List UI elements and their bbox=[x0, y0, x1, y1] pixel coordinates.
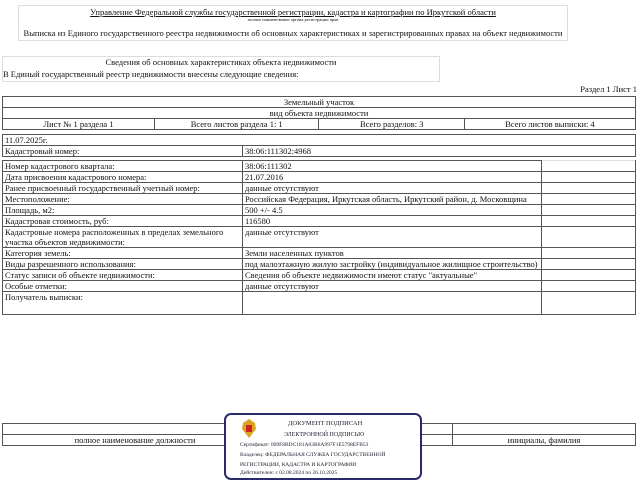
row-value: данные отсутствуют bbox=[243, 183, 542, 194]
stamp-certificate: Сертификат: 009F8BDC181A03B6A997F1E5798EFB53 bbox=[240, 442, 369, 448]
table-row bbox=[3, 205, 636, 216]
position-caption: полное наименование должности bbox=[3, 435, 268, 446]
row-label: Площадь, м2: bbox=[3, 205, 243, 216]
row-value: 500 +/- 4.5 bbox=[243, 205, 542, 216]
section-title: Сведения об основных характеристиках объекта недвижимости bbox=[105, 57, 337, 67]
sheet-number: Лист № 1 раздела 1 bbox=[3, 119, 155, 130]
name-caption: инициалы, фамилия bbox=[453, 435, 636, 446]
document-title: Выписка из Единого государственного реестра недвижимости об основных характеристиках и зарегистрированных правах на объект недвижимости bbox=[23, 28, 563, 38]
sections-total: Всего разделов: 3 bbox=[319, 119, 465, 130]
stamp-validity: Действителен: с 02.08.2024 по 26.10.2025 bbox=[240, 470, 338, 476]
table-row bbox=[3, 227, 636, 248]
section-intro: В Единый государственный реестр недвижимости внесены следующие сведения: bbox=[3, 69, 299, 79]
table-row bbox=[3, 270, 636, 281]
authority-caption: полное наименование органа регистрации прав bbox=[247, 17, 339, 22]
stamp-owner-cont: РЕГИСТРАЦИИ, КАДАСТРА И КАРТОГРАФИИ bbox=[240, 462, 357, 468]
row-value: Земли населенных пунктов bbox=[243, 248, 542, 259]
row-label: Категория земель: bbox=[3, 248, 243, 259]
page-reference: Раздел 1 Лист 1 bbox=[580, 84, 637, 94]
extract-sheets-total: Всего листов выписки: 4 bbox=[465, 119, 636, 130]
row-label: Местоположение: bbox=[3, 194, 243, 205]
table-row bbox=[3, 281, 636, 292]
object-type-caption: вид объекта недвижимости bbox=[3, 108, 636, 119]
row-value bbox=[243, 292, 542, 315]
row-label: Кадастровые номера расположенных в пределах земельного участка объектов недвижимости: bbox=[3, 227, 243, 248]
document-header bbox=[18, 5, 568, 41]
cadastral-number-value: 38:06:111302:4968 bbox=[243, 146, 636, 157]
electronic-signature-stamp bbox=[224, 413, 422, 480]
object-type-table bbox=[2, 96, 636, 119]
row-value: Сведения об объекте недвижимости имеют статус "актуальные" bbox=[243, 270, 542, 281]
characteristics-table bbox=[2, 160, 636, 315]
table-row bbox=[3, 183, 636, 194]
row-value: Российская Федерация, Иркутская область, Иркутский район, д. Московщина bbox=[243, 194, 542, 205]
sheets-table bbox=[2, 118, 636, 130]
stamp-owner: Владелец: ФЕДЕРАЛЬНАЯ СЛУЖБА ГОСУДАРСТВЕННОЙ bbox=[240, 452, 386, 458]
row-value: 38:06:111302 bbox=[243, 161, 542, 172]
cadastral-number-label: Кадастровый номер: bbox=[3, 146, 243, 157]
table-row bbox=[3, 259, 636, 270]
table-row bbox=[3, 292, 636, 315]
table-row bbox=[3, 161, 636, 172]
row-label: Ранее присвоенный государственный учетный номер: bbox=[3, 183, 243, 194]
section-header bbox=[2, 56, 440, 82]
row-label: Номер кадастрового квартала: bbox=[3, 161, 243, 172]
extract-date: 11.07.2025г. bbox=[3, 135, 636, 146]
row-label: Статус записи об объекте недвижимости: bbox=[3, 270, 243, 281]
row-value: данные отсутствуют bbox=[243, 281, 542, 292]
row-value: данные отсутствуют bbox=[243, 227, 542, 248]
authority-name: Управление Федеральной службы государственной регистрации, кадастра и картографии по Иркутской области bbox=[90, 7, 496, 17]
table-row bbox=[3, 172, 636, 183]
row-label: Дата присвоения кадастрового номера: bbox=[3, 172, 243, 183]
object-type: Земельный участок bbox=[3, 97, 636, 108]
row-label: Кадастровая стоимость, руб: bbox=[3, 216, 243, 227]
row-value: 21.07.2016 bbox=[243, 172, 542, 183]
row-value: под малоэтажную жилую застройку (индивидуальное жилищное строительство) bbox=[243, 259, 542, 270]
row-label: Виды разрешенного использования: bbox=[3, 259, 243, 270]
coat-of-arms-icon bbox=[240, 417, 258, 439]
table-row bbox=[3, 216, 636, 227]
row-label: Получатель выписки: bbox=[3, 292, 243, 315]
section-sheets-total: Всего листов раздела 1: 1 bbox=[154, 119, 319, 130]
row-label: Особые отметки: bbox=[3, 281, 243, 292]
stamp-line2: ЭЛЕКТРОННОЙ ПОДПИСЬЮ bbox=[284, 432, 365, 438]
row-value: 116580 bbox=[243, 216, 542, 227]
table-row bbox=[3, 248, 636, 259]
table-row bbox=[3, 194, 636, 205]
date-table bbox=[2, 134, 636, 157]
stamp-line1: ДОКУМЕНТ ПОДПИСАН bbox=[288, 420, 363, 427]
